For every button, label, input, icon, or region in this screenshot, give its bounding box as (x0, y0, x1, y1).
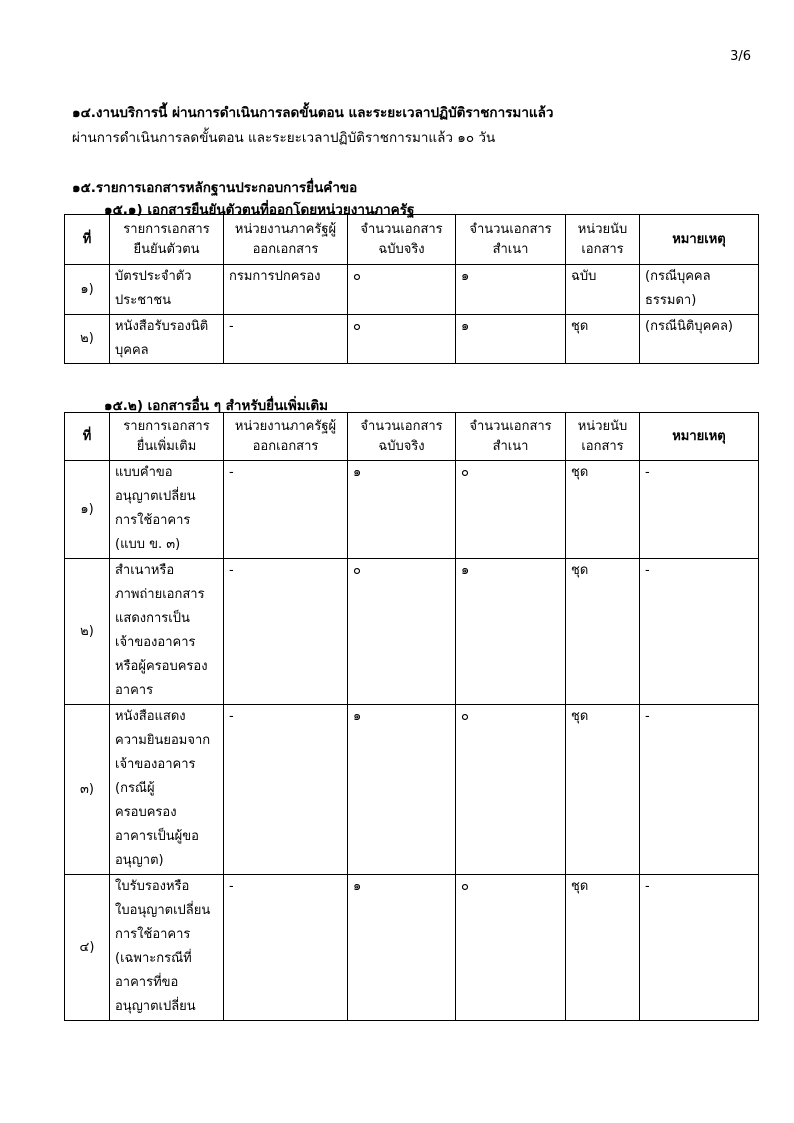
header-document: รายการเอกสาร ยืนยันตัวตน (110, 215, 224, 265)
header-no: ที่ (65, 413, 110, 461)
header-copy-count: จำนวนเอกสาร สำเนา (456, 413, 566, 461)
unit: ชุด (566, 875, 640, 1021)
original-count: ๐ (348, 315, 456, 364)
table-row (65, 265, 759, 315)
unit: ชุด (566, 705, 640, 875)
copy-count: ๐ (456, 461, 566, 559)
table-row (65, 461, 759, 559)
remark: - (640, 705, 759, 875)
remark: (กรณีนิติบุคคล) (640, 315, 759, 364)
original-count: ๐ (348, 265, 456, 315)
copy-count: ๑ (456, 559, 566, 705)
agency: - (224, 705, 348, 875)
document-name: บัตรประจำตัว ประชาชน (110, 265, 224, 315)
table-row (65, 875, 759, 1021)
original-count: ๐ (348, 559, 456, 705)
remark: - (640, 559, 759, 705)
copy-count: ๑ (456, 265, 566, 315)
header-original-count: จำนวนเอกสาร ฉบับจริง (348, 215, 456, 265)
section-14-text: ผ่านการดำเนินการลดขั้นตอน และระยะเวลาปฏิบัติราชการมาแล้ว ๑๐ วัน (72, 130, 496, 146)
copy-count: ๑ (456, 315, 566, 364)
agency: - (224, 315, 348, 364)
header-remark: หมายเหตุ (640, 413, 759, 461)
original-count: ๑ (348, 875, 456, 1021)
additional-documents-table (64, 412, 759, 1021)
row-number: ๒) (65, 559, 110, 705)
row-number: ๒) (65, 315, 110, 364)
page-number: 3/6 (730, 49, 751, 64)
row-number: ๓) (65, 705, 110, 875)
row-number: ๑) (65, 265, 110, 315)
header-remark: หมายเหตุ (640, 215, 759, 265)
original-count: ๑ (348, 705, 456, 875)
table-row (65, 315, 759, 364)
header-unit: หน่วยนับ เอกสาร (566, 413, 640, 461)
unit: ชุด (566, 315, 640, 364)
agency: กรมการปกครอง (224, 265, 348, 315)
row-number: ๔) (65, 875, 110, 1021)
remark: (กรณีบุคคล ธรรมดา) (640, 265, 759, 315)
header-copy-count: จำนวนเอกสาร สำเนา (456, 215, 566, 265)
header-agency: หน่วยงานภาครัฐผู้ ออกเอกสาร (224, 215, 348, 265)
header-agency: หน่วยงานภาครัฐผู้ ออกเอกสาร (224, 413, 348, 461)
agency: - (224, 559, 348, 705)
section-15-2-heading: ๑๕.๒) เอกสารอื่น ๆ สำหรับยื่นเพิ่มเติม (104, 398, 329, 414)
header-no: ที่ (65, 215, 110, 265)
unit: ฉบับ (566, 265, 640, 315)
document-name: แบบคำขอ อนุญาตเปลี่ยน การใช้อาคาร (แบบ ข. ๓) (110, 461, 224, 559)
table-row (65, 559, 759, 705)
copy-count: ๐ (456, 875, 566, 1021)
header-unit: หน่วยนับ เอกสาร (566, 215, 640, 265)
table-row (65, 705, 759, 875)
section-15-heading: ๑๕.รายการเอกสารหลักฐานประกอบการยื่นคำขอ (72, 180, 358, 196)
document-name: หนังสือแสดง ความยินยอมจาก เจ้าของอาคาร (กรณีผู้ ครอบครอง อาคารเป็นผู้ขอ อนุญาต) (110, 705, 224, 875)
row-number: ๑) (65, 461, 110, 559)
remark: - (640, 875, 759, 1021)
document-name: ใบรับรองหรือ ใบอนุญาตเปลี่ยน การใช้อาคาร (เฉพาะกรณีที่ อาคารที่ขอ อนุญาตเปลี่ยน (110, 875, 224, 1021)
remark: - (640, 461, 759, 559)
section-15-1-heading: ๑๕.๑) เอกสารยืนยันตัวตนที่ออกโดยหน่วยงานภาครัฐ (104, 202, 415, 218)
unit: ชุด (566, 559, 640, 705)
agency: - (224, 461, 348, 559)
document-name: สำเนาหรือ ภาพถ่ายเอกสาร แสดงการเป็น เจ้าของอาคาร หรือผู้ครอบครอง อาคาร (110, 559, 224, 705)
agency: - (224, 875, 348, 1021)
document-name: หนังสือรับรองนิติ บุคคล (110, 315, 224, 364)
original-count: ๑ (348, 461, 456, 559)
section-14-heading: ๑๔.งานบริการนี้ ผ่านการดำเนินการลดขั้นตอน และระยะเวลาปฏิบัติราชการมาแล้ว (72, 105, 554, 121)
header-document: รายการเอกสาร ยื่นเพิ่มเติม (110, 413, 224, 461)
identity-documents-table (64, 214, 759, 364)
header-original-count: จำนวนเอกสาร ฉบับจริง (348, 413, 456, 461)
unit: ชุด (566, 461, 640, 559)
copy-count: ๐ (456, 705, 566, 875)
